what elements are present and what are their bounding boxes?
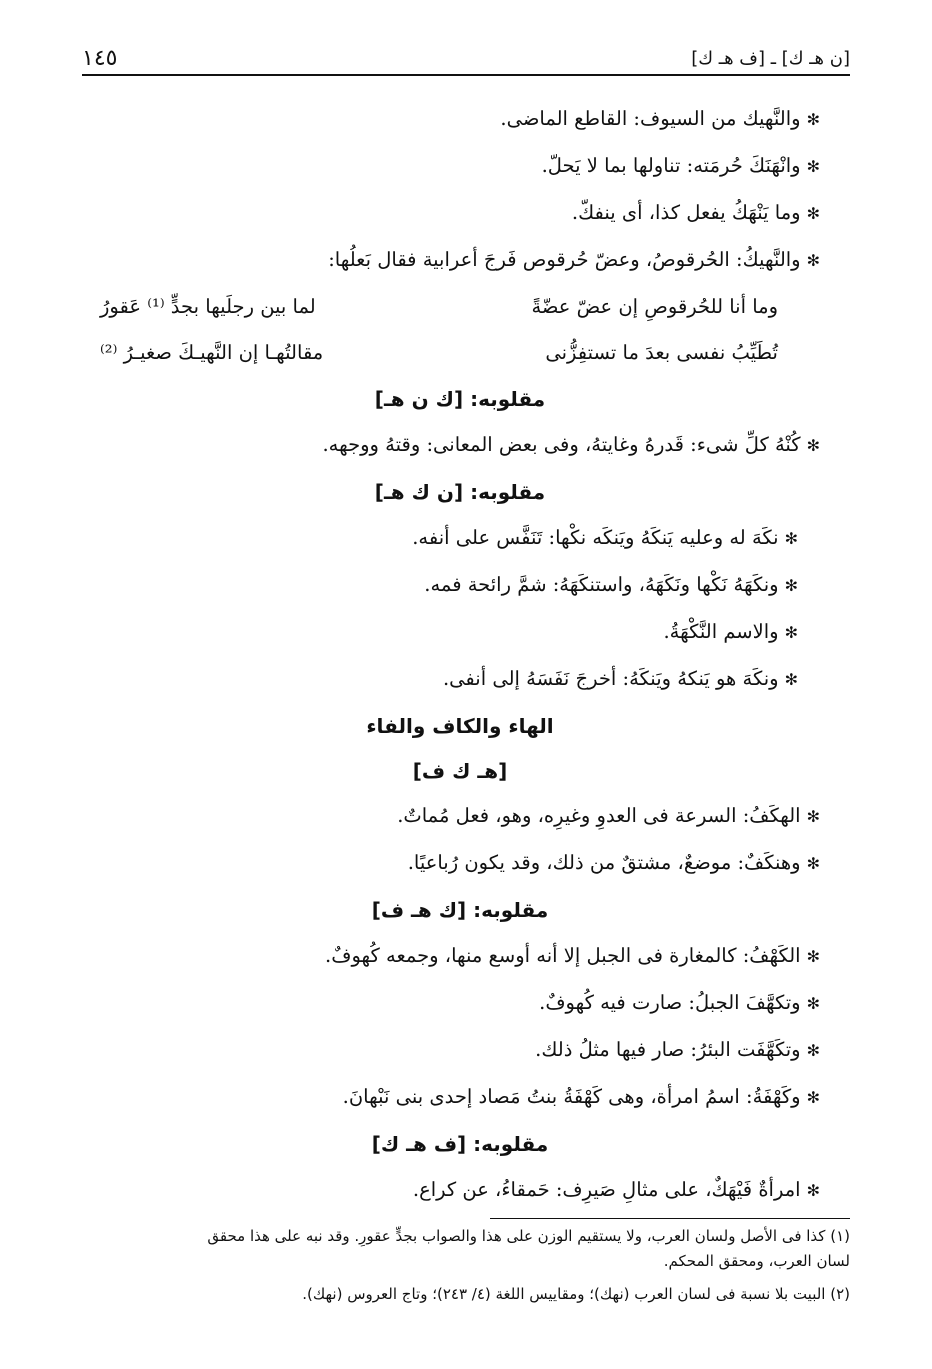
asterisk-icon: ✻ (806, 251, 820, 270)
entry: ✻وما يَنْهَكُ يفعل كذا، أى ينفكّ. (100, 190, 820, 237)
entry: ✻كُنْهُ كلِّ شىء: قَدرهُ وغايتهُ، وفى بعض المعانى: وقتهُ ووجهه. (100, 422, 820, 469)
footnote-1-line-1: (١) كذا فى الأصل ولسان العرب، ولا يستقيم الوزن على هذا والصواب بجدٍّ عقورِ. وقد نبه على هذا محقق (207, 1227, 850, 1245)
header-rule (82, 74, 850, 76)
verse-second-hemistich: مقالتُهـا إن النَّهيـكَ صغيـرُ ⁽²⁾ (100, 341, 324, 364)
poem-verse (100, 284, 800, 330)
entry: ✻والنَّهيك من السيوف: القاطع الماضى. (100, 96, 820, 143)
entry: ✻ونكَهَهُ نَكْها ونَكَهَهُ، واستنكَهَهُ: شمَّ رائحة فمه. (100, 562, 820, 609)
asterisk-icon: ✻ (806, 157, 820, 176)
poem-verse (100, 330, 800, 376)
entry: ✻امرأةٌ فَيْهَكٌ، على مثالِ صَيرِف: حَمقاءُ، عن كراع. (100, 1167, 820, 1214)
asterisk-icon: ✻ (806, 110, 820, 129)
section-heading: مقلوبه: [ف هـ ك] (371, 1132, 549, 1156)
asterisk-icon: ✻ (806, 994, 820, 1013)
asterisk-icon: ✻ (784, 670, 798, 689)
entry: ✻وتكهَّفَ الجبلُ: صارت فيه كُهوفٌ. (100, 980, 820, 1027)
page-header (82, 44, 850, 74)
entry: ✻والنَّهيكُ: الحُرقوصُ، وعضّ حُرقوص فَرجَ أعرابية فقال بَعلُها: (100, 237, 820, 284)
asterisk-icon: ✻ (784, 623, 798, 642)
verse-first-hemistich: تُطَيِّبُ نفسى بعدَ ما تستفِزُّنى (545, 341, 778, 364)
asterisk-icon: ✻ (806, 854, 820, 873)
entry: ✻ونكَهَ هو يَنكهُ ويَنكَهُ: أخرجَ نَفَسَهُ إلى أنفى. (100, 656, 820, 703)
verse-first-hemistich: وما أنا للحُرقوصِ إن عضّ عضّةً (531, 295, 778, 318)
entry: ✻الهكَفُ: السرعة فى العدوِ وغيرِه، وهو، فعل مُماتٌ. (100, 793, 820, 840)
section-heading: مقلوبه: [ك هـ ف] (371, 898, 549, 922)
footnote-2: (٢) البيت بلا نسبة فى لسان العرب (نهك)؛ ومقاييس اللغة (٤/ ٢٤٣)؛ وتاج العروس (نهك). (302, 1285, 850, 1303)
main-text (100, 96, 820, 1214)
section-heading: مقلوبه: [ك ن هـ] (374, 387, 546, 411)
asterisk-icon: ✻ (806, 807, 820, 826)
asterisk-icon: ✻ (806, 1088, 820, 1107)
asterisk-icon: ✻ (806, 1041, 820, 1060)
footnote-rule (490, 1218, 850, 1219)
entry: ✻الكَهْفُ: كالمغارة فى الجبل إلا أنه أوسع منها، وجمعه كُهوفٌ. (100, 933, 820, 980)
footnotes (82, 1224, 850, 1307)
asterisk-icon: ✻ (806, 947, 820, 966)
asterisk-icon: ✻ (806, 204, 820, 223)
entry: ✻وانْهَنَكَ حُرمَته: تناولها بما لا يَحلّ. (100, 143, 820, 190)
chapter-heading: الهاء والكاف والفاء (366, 714, 554, 738)
page-number: ١٤٥ (82, 46, 118, 71)
asterisk-icon: ✻ (784, 576, 798, 595)
asterisk-icon: ✻ (806, 436, 820, 455)
section-heading: مقلوبه: [ن ك هـ] (374, 480, 546, 504)
footnote-1-line-2: لسان العرب، ومحقق المحكم. (663, 1252, 850, 1270)
entry: ✻وهنكَفٌ: موضعٌ، مشتقٌ من ذلك، وقد يكون رُباعيًا. (100, 840, 820, 887)
verse-second-hemistich: لما بين رجلَيها بجدٍّ ⁽¹⁾ عَقورُ (100, 295, 316, 318)
asterisk-icon: ✻ (784, 529, 798, 548)
entry: ✻والاسم النَّكْهَةُ. (100, 609, 820, 656)
section-heading: [هـ ك ف] (412, 759, 508, 783)
running-head: [ن هـ ك] ـ [ف هـ ك] (691, 48, 850, 69)
entry: ✻وكَهْفَةُ: اسمُ امرأة، وهى كَهْفَةُ بنتُ مَصاد إحدى بنى نَبْهانَ. (100, 1074, 820, 1121)
asterisk-icon: ✻ (806, 1181, 820, 1200)
entry: ✻نكَهَ له وعليه يَنكَهُ ويَنكَه نكْها: تَنَفَّس على أنفه. (100, 515, 820, 562)
entry: ✻وتكَهَّفَت البئرُ: صار فيها مثلُ ذلك. (100, 1027, 820, 1074)
